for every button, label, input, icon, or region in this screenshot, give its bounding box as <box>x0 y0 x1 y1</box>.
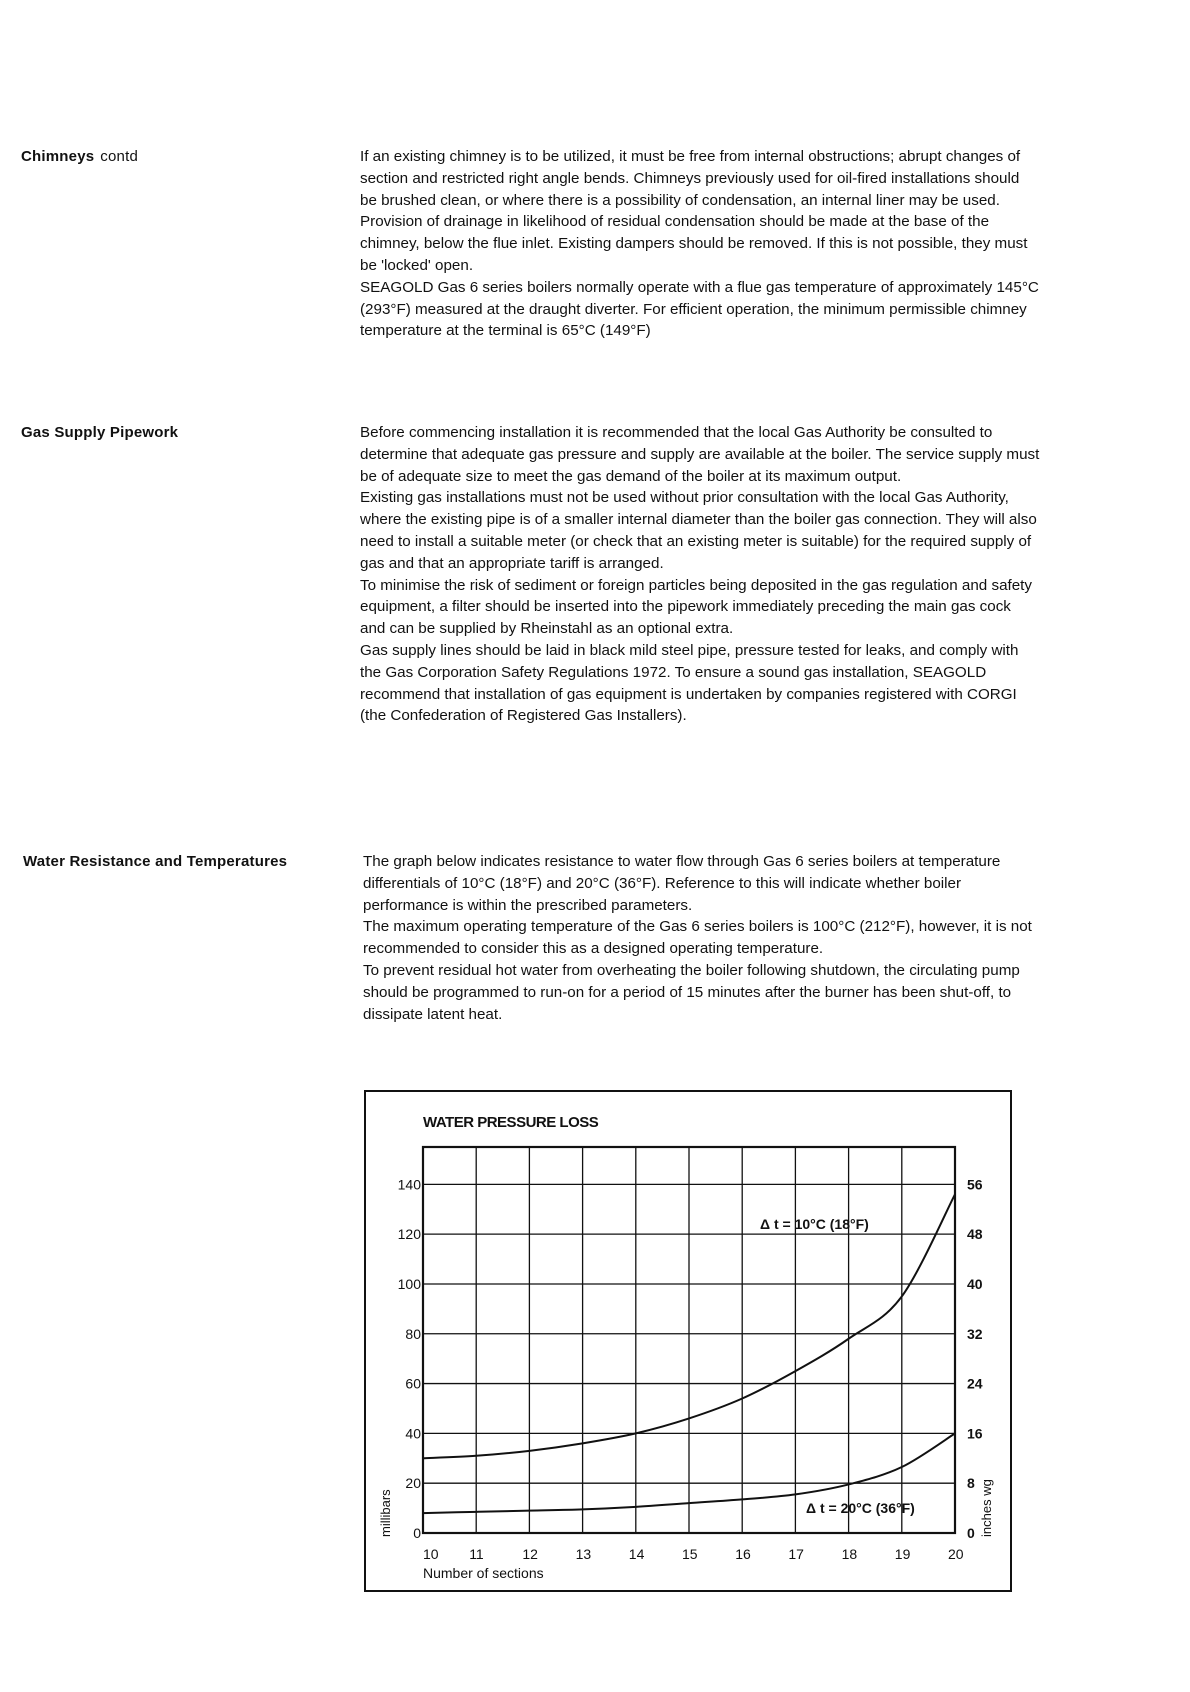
section-body-water-resistance <box>363 851 1043 1025</box>
x-tick-label: 10 <box>423 1546 439 1562</box>
y2-tick-label: 8 <box>967 1475 975 1492</box>
paragraph: Gas supply lines should be laid in black mild steel pipe, pressure tested for leaks, and comply with the Gas Corporation Safety Regulations 1972. To ensure a sound gas installation, SEAGOLD recommend that installation of gas equipment is undertaken by companies registered with CORGI (the Confederation of Registered Gas Installers). <box>360 641 1019 725</box>
y2-tick-label: 0 <box>967 1525 975 1541</box>
water-pressure-loss-chart <box>364 1090 1012 1592</box>
x-tick-label: 18 <box>841 1546 858 1562</box>
y-tick-label: 20 <box>405 1475 421 1492</box>
section-body-gas-supply <box>360 422 1040 727</box>
y-tick-label: 40 <box>405 1425 421 1442</box>
paragraph: Before commencing installation it is recommended that the local Gas Authority be consulted to determine that adequate gas pressure and supply are available at the boiler. The service supply must be of adequate size to meet the gas demand of the boiler at its maximum output. <box>360 424 1040 485</box>
section-heading-suffix: contd <box>100 148 138 165</box>
chart-canvas <box>366 1092 1010 1590</box>
paragraph: SEAGOLD Gas 6 series boilers normally operate with a flue gas temperature of approximately 145°C (293°F) measured at the draught diverter. For efficient operation, the minimum permissible chimney temperature at the terminal is 65°C (149°F) <box>360 278 1039 340</box>
paragraph: To prevent residual hot water from overheating the boiler following shutdown, the circulating pump should be programmed to run-on for a period of 15 minutes after the burner has been shut-off, to dissipate latent heat. <box>363 961 1020 1023</box>
chart-title: WATER PRESSURE LOSS <box>423 1114 599 1131</box>
paragraph: To minimise the risk of sediment or foreign particles being deposited in the gas regulation and safety equipment, a filter should be inserted into the pipework immediately preceding the main gas cock and can be supplied by Rheinstahl as an optional extra. <box>360 576 1032 638</box>
section-heading-text: Chimneys <box>21 148 95 165</box>
x-tick-label: 12 <box>522 1546 538 1562</box>
y2-tick-label: 32 <box>967 1325 983 1342</box>
y-tick-label: 140 <box>397 1176 421 1193</box>
y-tick-label: 0 <box>413 1525 421 1541</box>
y-tick-label: 120 <box>397 1226 421 1243</box>
x-axis-label: Number of sections <box>423 1565 544 1581</box>
y2-tick-label: 56 <box>967 1176 983 1193</box>
section-heading-chimneys <box>21 148 138 165</box>
x-tick-label: 19 <box>894 1546 911 1562</box>
y2-tick-label: 40 <box>967 1275 983 1292</box>
y-tick-label: 60 <box>405 1375 421 1392</box>
y-tick-label: 100 <box>397 1275 421 1292</box>
series-label-dt-10c: Δ t = 10°C (18°F) <box>760 1216 869 1232</box>
section-body-chimneys <box>360 146 1040 342</box>
y2-tick-label: 48 <box>967 1226 983 1243</box>
x-tick-label: 17 <box>788 1546 804 1562</box>
paragraph: The maximum operating temperature of the Gas 6 series boilers is 100°C (212°F), however, it is not recommended to consider this as a designed operating temperature. <box>363 918 1032 958</box>
section-heading-gas-supply <box>21 424 178 441</box>
x-tick-label: 11 <box>469 1546 484 1562</box>
paragraph: The graph below indicates resistance to water flow through Gas 6 series boilers at temperature differentials of 10°C (18°F) and 20°C (36°F). Reference to this will indicate whether boiler performance is within the prescribed parameters. <box>363 853 1001 914</box>
paragraph: Existing gas installations must not be used without prior consultation with the local Gas Authority, where the existing pipe is of a smaller internal diameter than the boiler gas connection. They will also need to install a suitable meter (or check that an existing meter is suitable) for the required supply of gas and that an appropriate tariff is arranged. <box>360 489 1037 572</box>
section-heading-text: Gas Supply Pipework <box>21 424 179 441</box>
x-tick-label: 15 <box>682 1546 698 1562</box>
y2-tick-label: 24 <box>967 1375 983 1392</box>
section-heading-text: Water Resistance and Temperatures <box>23 853 288 870</box>
y-axis-label: millibars <box>378 1489 393 1537</box>
y-tick-label: 80 <box>405 1325 421 1342</box>
series-label-dt-20c: Δ t = 20°C (36°F) <box>806 1500 915 1516</box>
y2-tick-label: 16 <box>967 1425 983 1442</box>
y2-axis-label: inches wg <box>979 1479 994 1537</box>
x-tick-label: 20 <box>948 1546 964 1562</box>
section-heading-water-resistance <box>23 853 287 870</box>
x-tick-label: 13 <box>575 1546 592 1562</box>
x-tick-label: 16 <box>735 1546 751 1562</box>
paragraph: If an existing chimney is to be utilized, it must be free from internal obstructions; abrupt changes of section and restricted right angle bends. Chimneys previously used for oil-fired installations should be brushed clean, or where there is a possibility of condensation, an internal liner may be used. Provision of drainage in likelihood of residual condensation should be made at the base of the chimney, below the flue inlet. Existing dampers should be removed. If this is not possible, they must be 'locked' open. <box>360 148 1028 274</box>
chart-grid <box>423 1147 955 1533</box>
x-tick-label: 14 <box>628 1546 645 1562</box>
